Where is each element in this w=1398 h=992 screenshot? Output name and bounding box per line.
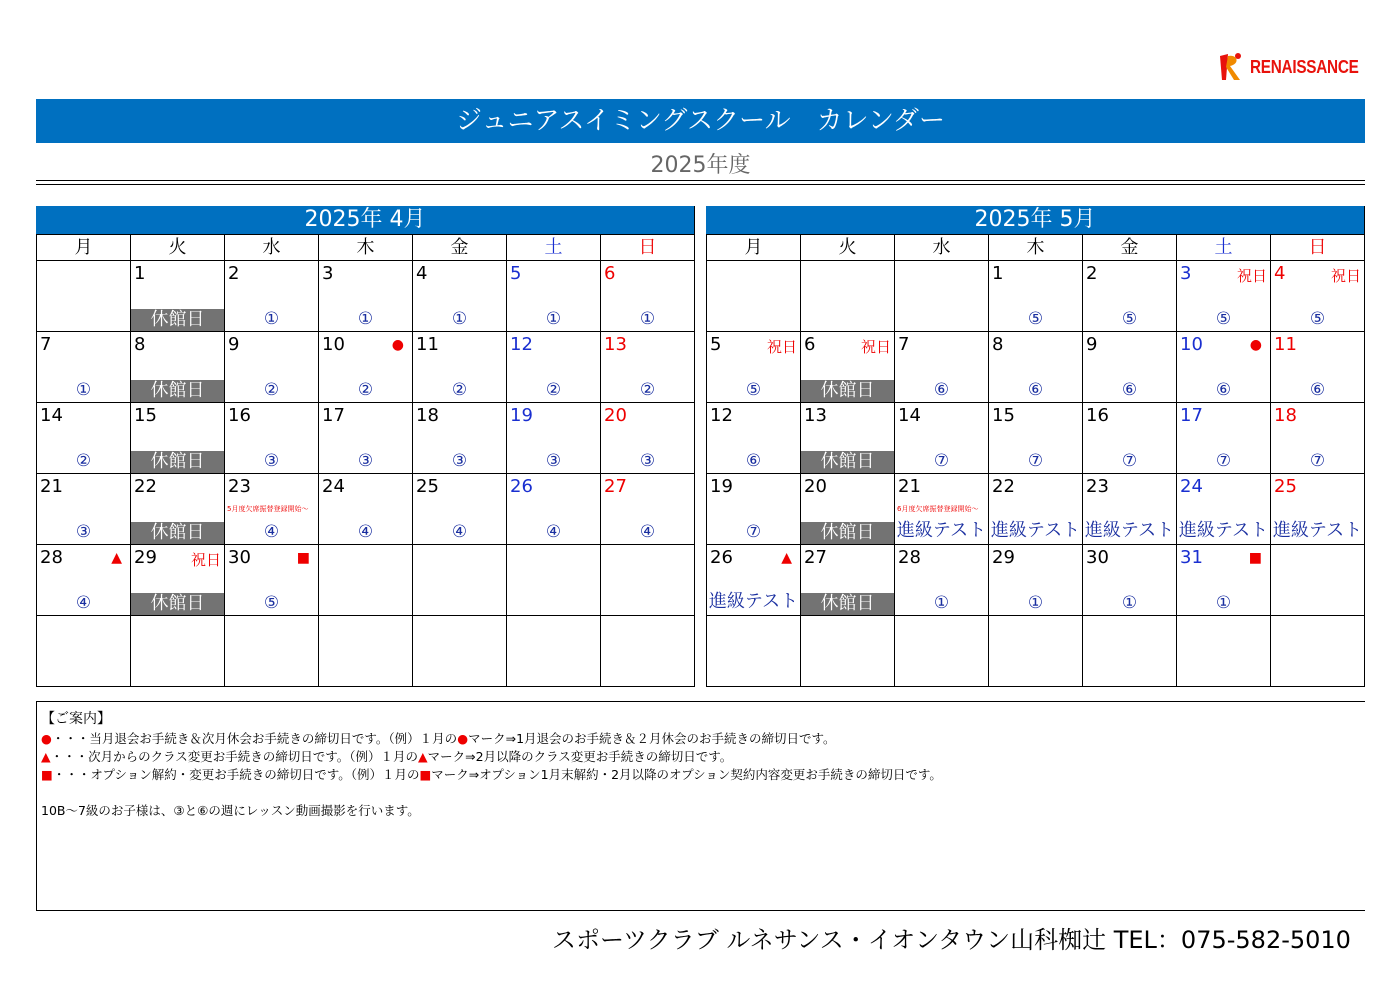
day-number: 25 (1274, 476, 1297, 497)
empty-cell (706, 260, 800, 331)
week-number: ⑥ (745, 451, 762, 471)
day-cell (36, 402, 130, 473)
deadline-mark: ● (41, 731, 52, 746)
weekday-label: 土 (1176, 235, 1270, 260)
weekday-label: 土 (506, 235, 600, 260)
day-cell (894, 473, 988, 544)
empty-cell (1176, 615, 1270, 686)
day-number: 4 (1274, 263, 1286, 284)
week-number: ② (263, 380, 280, 400)
weekday-label: 木 (318, 235, 412, 260)
day-number: 24 (1180, 476, 1203, 497)
info-lines (41, 730, 1365, 784)
day-number: 29 (992, 547, 1015, 568)
day-cell (1270, 260, 1364, 331)
day-cell (600, 473, 694, 544)
day-number: 7 (40, 334, 52, 355)
week-number: ⑤ (1309, 309, 1326, 329)
day-cell (800, 544, 894, 615)
deadline-mark: ■ (296, 550, 310, 566)
empty-cell (506, 615, 600, 686)
day-cell (412, 402, 506, 473)
day-number: 28 (40, 547, 63, 568)
logo-text: RENAISSANCE (1250, 56, 1359, 77)
info-note: 10B～7級のお子様は、③と⑥の週にレッスン動画撮影を行います。 (41, 803, 420, 818)
day-number: 3 (1180, 263, 1192, 284)
day-cell (318, 402, 412, 473)
closed-badge: 休館日 (131, 593, 224, 615)
week-number: ⑥ (1027, 380, 1044, 400)
day-cell (318, 260, 412, 331)
weekday-label: 日 (600, 235, 694, 260)
day-cell (1270, 473, 1364, 544)
day-cell (506, 402, 600, 473)
deadline-mark: ▲ (418, 749, 428, 764)
day-number: 5 (510, 263, 522, 284)
deadline-mark: ▲ (111, 550, 122, 566)
day-number: 19 (510, 405, 533, 426)
holiday-label: 祝日 (860, 338, 891, 356)
day-cell (706, 473, 800, 544)
week-number: ① (933, 593, 950, 613)
divider (36, 180, 1365, 181)
day-cell (1082, 473, 1176, 544)
day-cell (224, 260, 318, 331)
deadline-mark: ● (391, 337, 404, 353)
day-number: 1 (134, 263, 146, 284)
week-number: ⑤ (1215, 309, 1232, 329)
empty-cell (318, 615, 412, 686)
week-number: ⑦ (933, 451, 950, 471)
day-cell (36, 331, 130, 402)
day-number: 2 (228, 263, 240, 284)
day-number: 20 (804, 476, 827, 497)
deadline-mark: ● (1249, 337, 1262, 353)
week-number: ③ (451, 451, 468, 471)
calendar-april (36, 206, 695, 687)
holiday-label: 祝日 (1330, 267, 1361, 285)
weekday-label: 月 (36, 235, 130, 260)
day-number: 24 (322, 476, 345, 497)
day-number: 2 (1086, 263, 1098, 284)
day-cell (318, 473, 412, 544)
empty-cell (1082, 615, 1176, 686)
day-number: 15 (992, 405, 1015, 426)
day-cell (706, 544, 800, 615)
day-cell (36, 473, 130, 544)
deadline-mark: ▲ (41, 749, 51, 764)
closed-badge: 休館日 (801, 593, 894, 615)
day-cell (1082, 544, 1176, 615)
week-number: ⑤ (745, 380, 762, 400)
week-number: ⑥ (1215, 380, 1232, 400)
day-number: 8 (992, 334, 1004, 355)
week-number: ② (639, 380, 656, 400)
info-title: 【ご案内】 (41, 711, 111, 727)
empty-cell (600, 544, 694, 615)
day-number: 4 (416, 263, 428, 284)
weekday-label: 月 (706, 235, 800, 260)
day-number: 17 (322, 405, 345, 426)
week-number: ① (75, 380, 92, 400)
day-cell (600, 331, 694, 402)
week-number: ① (263, 309, 280, 329)
empty-cell (1270, 544, 1364, 615)
day-number: 18 (1274, 405, 1297, 426)
day-cell (1082, 260, 1176, 331)
day-cell (600, 260, 694, 331)
day-cell (600, 402, 694, 473)
promotion-test-label: 進級テスト (1272, 520, 1363, 541)
calendar-month-title: 2025年 5月 (706, 206, 1364, 234)
week-number: ④ (451, 522, 468, 542)
day-number: 12 (710, 405, 733, 426)
day-cell (894, 544, 988, 615)
day-cell (318, 331, 412, 402)
week-number: ⑥ (933, 380, 950, 400)
empty-cell (894, 260, 988, 331)
empty-cell (800, 260, 894, 331)
day-cell (36, 544, 130, 615)
day-cell (506, 260, 600, 331)
day-cell (706, 331, 800, 402)
week-number: ⑥ (1121, 380, 1138, 400)
divider (36, 184, 1365, 185)
promotion-test-label: 進級テスト (896, 520, 987, 541)
week-number: ① (357, 309, 374, 329)
week-number: ④ (357, 522, 374, 542)
weekday-label: 金 (412, 235, 506, 260)
day-number: 11 (1274, 334, 1297, 355)
empty-cell (318, 544, 412, 615)
day-number: 22 (134, 476, 157, 497)
day-cell (130, 331, 224, 402)
day-number: 12 (510, 334, 533, 355)
day-number: 23 (1086, 476, 1109, 497)
closed-badge: 休館日 (131, 451, 224, 473)
day-number: 9 (1086, 334, 1098, 355)
day-cell (1082, 331, 1176, 402)
week-number: ③ (357, 451, 374, 471)
day-number: 9 (228, 334, 240, 355)
logo-mark-icon (1216, 50, 1246, 84)
deadline-mark: ■ (419, 767, 432, 782)
day-number: 30 (1086, 547, 1109, 568)
day-number: 31 (1180, 547, 1203, 568)
closed-badge: 休館日 (801, 451, 894, 473)
day-cell (988, 260, 1082, 331)
day-number: 7 (898, 334, 910, 355)
empty-cell (130, 615, 224, 686)
day-cell (800, 473, 894, 544)
page-title: ジュニアスイミングスクール カレンダー (36, 99, 1365, 143)
promotion-test-label: 進級テスト (990, 520, 1081, 541)
day-cell (224, 544, 318, 615)
day-number: 26 (710, 547, 733, 568)
deadline-mark: ● (457, 731, 469, 746)
empty-cell (706, 615, 800, 686)
day-number: 30 (228, 547, 251, 568)
info-text: マーク⇒オプション1月末解約・2月以降のオプション契約内容変更お手続きの締切日です。 (431, 767, 942, 782)
day-cell (130, 473, 224, 544)
empty-cell (224, 615, 318, 686)
closed-badge: 休館日 (801, 522, 894, 544)
calendar-grid (36, 260, 694, 686)
week-number: ⑥ (1309, 380, 1326, 400)
week-number: ⑦ (1121, 451, 1138, 471)
empty-cell (1270, 615, 1364, 686)
day-number: 6 (604, 263, 616, 284)
week-number: ④ (263, 522, 280, 542)
week-number: ⑤ (1121, 309, 1138, 329)
deadline-mark: ■ (41, 767, 53, 782)
day-cell (988, 402, 1082, 473)
day-number: 15 (134, 405, 157, 426)
week-number: ③ (639, 451, 656, 471)
empty-cell (412, 544, 506, 615)
week-number: ① (451, 309, 468, 329)
week-number: ③ (75, 522, 92, 542)
day-number: 28 (898, 547, 921, 568)
weekday-label: 水 (894, 235, 988, 260)
day-number: 21 (898, 476, 921, 497)
info-text: マーク⇒1月退会のお手続き＆２月休会のお手続きの締切日です。 (468, 731, 836, 746)
weekday-label: 水 (224, 235, 318, 260)
empty-cell (412, 615, 506, 686)
day-cell (130, 402, 224, 473)
promotion-test-label: 進級テスト (1178, 520, 1269, 541)
week-number: ④ (545, 522, 562, 542)
day-cell (130, 544, 224, 615)
day-number: 14 (898, 405, 921, 426)
renaissance-logo (1216, 50, 1378, 84)
empty-cell (36, 615, 130, 686)
week-number: ② (545, 380, 562, 400)
empty-cell (894, 615, 988, 686)
week-number: ③ (545, 451, 562, 471)
week-number: ④ (639, 522, 656, 542)
day-cell (1270, 402, 1364, 473)
week-number: ① (1027, 593, 1044, 613)
week-number: ⑤ (263, 593, 280, 613)
day-number: 10 (1180, 334, 1203, 355)
info-line (41, 748, 1365, 766)
week-number: ② (357, 380, 374, 400)
day-cell (800, 402, 894, 473)
day-number: 19 (710, 476, 733, 497)
day-cell (988, 473, 1082, 544)
day-number: 21 (40, 476, 63, 497)
day-number: 22 (992, 476, 1015, 497)
weekday-label: 火 (800, 235, 894, 260)
info-text: マーク⇒2月以降のクラス変更お手続きの締切日です。 (427, 749, 733, 764)
calendar-grid (706, 260, 1364, 686)
day-number: 5 (710, 334, 722, 355)
info-text: ・・・次月からのクラス変更お手続きの締切日です。（例）１月の (50, 749, 419, 764)
weekday-label: 日 (1270, 235, 1364, 260)
day-cell (224, 402, 318, 473)
week-number: ⑦ (745, 522, 762, 542)
day-cell (706, 402, 800, 473)
deadline-mark: ▲ (781, 550, 792, 566)
day-cell (1176, 402, 1270, 473)
day-number: 13 (804, 405, 827, 426)
day-cell (800, 331, 894, 402)
promotion-test-label: 進級テスト (1084, 520, 1175, 541)
week-number: ⑦ (1309, 451, 1326, 471)
day-cell (224, 331, 318, 402)
day-number: 11 (416, 334, 439, 355)
empty-cell (36, 260, 130, 331)
week-number: ① (1121, 593, 1138, 613)
closed-badge: 休館日 (801, 380, 894, 402)
day-cell (506, 331, 600, 402)
week-number: ① (545, 309, 562, 329)
week-number: ⑤ (1027, 309, 1044, 329)
day-number: 27 (604, 476, 627, 497)
day-cell (506, 473, 600, 544)
day-number: 3 (322, 263, 334, 284)
weekday-label: 木 (988, 235, 1082, 260)
fiscal-year: 2025年度 (650, 153, 751, 178)
week-number: ④ (75, 593, 92, 613)
day-number: 8 (134, 334, 146, 355)
week-number: ① (639, 309, 656, 329)
week-number: ① (1215, 593, 1232, 613)
empty-cell (800, 615, 894, 686)
day-cell (1176, 473, 1270, 544)
day-cell (894, 402, 988, 473)
weekday-label: 金 (1082, 235, 1176, 260)
weekday-header (706, 234, 1364, 260)
day-cell (1270, 331, 1364, 402)
info-box (36, 701, 1365, 911)
weekday-label: 火 (130, 235, 224, 260)
info-text: ・・・当月退会お手続き＆次月休会お手続きの締切日です。（例）１月の (51, 731, 458, 746)
closed-badge: 休館日 (131, 522, 224, 544)
week-number: ⑦ (1027, 451, 1044, 471)
calendar-month-title: 2025年 4月 (36, 206, 694, 234)
day-cell (130, 260, 224, 331)
calendar-may (706, 206, 1365, 687)
closed-badge: 休館日 (131, 309, 224, 331)
day-number: 18 (416, 405, 439, 426)
holiday-label: 祝日 (766, 338, 797, 356)
info-text: ・・・オプション解約・変更お手続きの締切日です。（例）１月の (52, 767, 420, 782)
cell-note: 6月度欠席振替登録開始～ (897, 505, 979, 513)
day-number: 10 (322, 334, 345, 355)
footer-contact: スポーツクラブ ルネサンス・イオンタウン山科椥辻 TEL：075-582-5010 (552, 926, 1351, 954)
week-number: ③ (263, 451, 280, 471)
day-cell (412, 473, 506, 544)
day-cell (1082, 402, 1176, 473)
promotion-test-label: 進級テスト (708, 591, 799, 612)
holiday-label: 祝日 (190, 551, 221, 569)
day-number: 16 (1086, 405, 1109, 426)
day-number: 26 (510, 476, 533, 497)
day-cell (988, 331, 1082, 402)
day-cell (224, 473, 318, 544)
week-number: ② (75, 451, 92, 471)
day-cell (1176, 260, 1270, 331)
day-number: 1 (992, 263, 1004, 284)
day-cell (412, 331, 506, 402)
day-number: 16 (228, 405, 251, 426)
day-cell (1176, 544, 1270, 615)
empty-cell (988, 615, 1082, 686)
day-cell (894, 331, 988, 402)
day-number: 14 (40, 405, 63, 426)
cell-note: 5月度欠席振替登録開始～ (227, 505, 309, 513)
info-line (41, 730, 1365, 748)
day-number: 29 (134, 547, 157, 568)
info-line (41, 766, 1365, 784)
holiday-label: 祝日 (1236, 267, 1267, 285)
weekday-header (36, 234, 694, 260)
closed-badge: 休館日 (131, 380, 224, 402)
day-cell (988, 544, 1082, 615)
day-number: 27 (804, 547, 827, 568)
day-number: 25 (416, 476, 439, 497)
day-cell (412, 260, 506, 331)
day-number: 23 (228, 476, 251, 497)
day-number: 6 (804, 334, 816, 355)
day-number: 20 (604, 405, 627, 426)
week-number: ② (451, 380, 468, 400)
empty-cell (600, 615, 694, 686)
day-number: 13 (604, 334, 627, 355)
week-number: ⑦ (1215, 451, 1232, 471)
deadline-mark: ■ (1248, 550, 1262, 566)
empty-cell (506, 544, 600, 615)
day-number: 17 (1180, 405, 1203, 426)
day-cell (1176, 331, 1270, 402)
